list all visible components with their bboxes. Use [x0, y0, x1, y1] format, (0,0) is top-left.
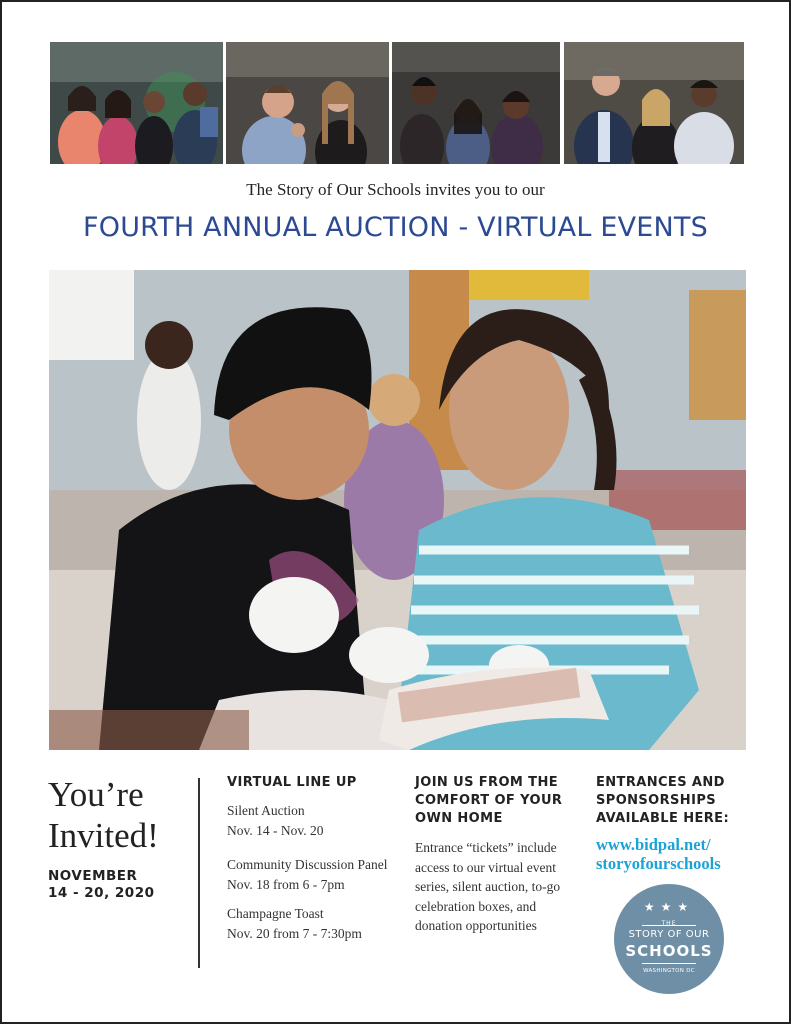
- join-heading: JOIN US FROM THE COMFORT OF YOUR OWN HOME: [415, 775, 563, 826]
- event-dates: [48, 868, 198, 902]
- dates-range: 14 - 20, 2020: [48, 885, 155, 901]
- story-of-our-schools-logo: [614, 884, 724, 994]
- vertical-divider: [198, 778, 200, 968]
- lineup-item: [227, 801, 417, 840]
- join-body: Entrance “tickets” include access to our virtual event series, silent auction, to-go celebration boxes, and donation opportunities: [415, 840, 561, 933]
- lineup-heading: VIRTUAL LINE UP: [227, 775, 357, 790]
- event-photo-2: [226, 42, 389, 164]
- event-photo-1: [50, 42, 223, 164]
- hero-classroom-photo: [49, 270, 746, 750]
- dates-month: NOVEMBER: [48, 868, 138, 884]
- lineup-item-when: Nov. 20 from 7 - 7:30pm: [227, 925, 362, 941]
- bidpal-link[interactable]: [596, 835, 766, 873]
- star-icons: ★★★: [643, 900, 695, 914]
- lineup-item-name: Community Discussion Panel: [227, 857, 388, 872]
- invite-line: The Story of Our Schools invites you to our: [246, 180, 545, 199]
- event-photo-4: [564, 42, 744, 164]
- youre-invited-heading: [48, 774, 198, 856]
- logo-line-4: WASHINGTON DC: [643, 968, 695, 974]
- lineup-item: [227, 904, 417, 943]
- logo-line-1: THE: [661, 920, 677, 927]
- link-line-2[interactable]: storyofourschools: [596, 854, 721, 873]
- lineup-item: [227, 855, 417, 894]
- lineup-item-name: Champagne Toast: [227, 906, 324, 921]
- entrances-heading: ENTRANCES AND SPONSORSHIPS AVAILABLE HERE:: [596, 775, 730, 826]
- lineup-item-name: Silent Auction: [227, 803, 305, 818]
- link-line-1[interactable]: www.bidpal.net/: [596, 835, 711, 854]
- invited-text: Invited!: [48, 816, 159, 855]
- logo-rule-bottom: [642, 963, 696, 964]
- logo-line-3: SCHOOLS: [625, 942, 713, 960]
- lineup-item-when: Nov. 14 - Nov. 20: [227, 822, 324, 838]
- logo-line-2: STORY OF OUR: [628, 929, 710, 940]
- youre-text: You’re: [48, 775, 144, 814]
- event-photo-3: [392, 42, 560, 164]
- lineup-item-when: Nov. 18 from 6 - 7pm: [227, 876, 345, 892]
- page-title: FOURTH ANNUAL AUCTION - VIRTUAL EVENTS: [83, 212, 708, 243]
